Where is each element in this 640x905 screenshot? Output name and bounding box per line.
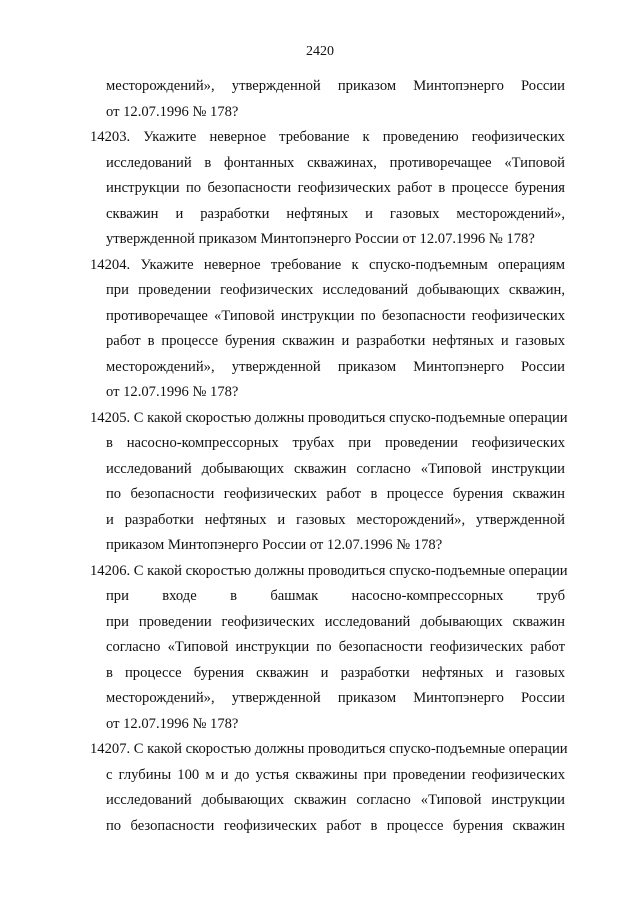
question-number: 14205. xyxy=(90,409,131,426)
question-number: 14207. xyxy=(90,741,131,757)
question-first-line xyxy=(90,559,568,585)
text-line: исследований в фонтанных скважинах, противоречащее «Типовой xyxy=(106,154,565,171)
text-line: месторождений», утвержденной приказом Минтопэнерго России xyxy=(106,358,565,375)
question-item xyxy=(90,559,568,738)
text-line: месторождений», утвержденной приказом Минтопэнерго России xyxy=(106,78,565,94)
question-first-line xyxy=(90,737,568,763)
document-body xyxy=(90,74,568,839)
question-item xyxy=(90,125,565,253)
question-item xyxy=(90,737,568,839)
question-first-line xyxy=(90,406,568,432)
text-line: и разработки нефтяных и газовых месторождений», утвержденной xyxy=(106,511,565,528)
text-line: приказом Минтопэнерго России от 12.07.1996 № 178? xyxy=(106,537,443,553)
text-line: скважин и разработки нефтяных и газовых месторождений», xyxy=(106,205,565,222)
text-line: инструкции по безопасности геофизических работ в процессе бурения xyxy=(106,180,565,196)
question-text: Укажите неверное требование к спуско-подъемным операциям xyxy=(140,256,565,273)
page-number: 2420 xyxy=(306,44,334,59)
text-line: при проведении геофизических исследований добывающих скважин, xyxy=(106,282,565,298)
text-line: в процессе бурения скважин и разработки нефтяных и газовых xyxy=(106,664,565,681)
text-line: с глубины 100 м и до устья скважины при проведении геофизических xyxy=(106,766,565,783)
text-line: исследований добывающих скважин согласно «Типовой инструкции xyxy=(106,792,565,808)
question-number: 14203. xyxy=(90,129,131,145)
text-line: исследований добывающих скважин согласно «Типовой инструкции xyxy=(106,460,565,477)
text-line: месторождений», утвержденной приказом Минтопэнерго России xyxy=(106,690,565,706)
text-line: в насосно-компрессорных трубах при проведении геофизических xyxy=(106,435,565,451)
question-item xyxy=(90,253,565,406)
question-number: 14206. xyxy=(90,562,131,579)
text-line: по безопасности геофизических работ в процессе бурения скважин xyxy=(106,486,565,502)
text-line: противоречащее «Типовой инструкции по безопасности геофизических xyxy=(106,307,565,324)
question-number: 14204. xyxy=(90,256,131,273)
text-line: от 12.07.1996 № 178? xyxy=(106,384,239,400)
text-line: от 12.07.1996 № 178? xyxy=(106,103,239,120)
text-line: от 12.07.1996 № 178? xyxy=(106,715,239,732)
text-line: при входе в башмак насосно-компрессорных труб xyxy=(106,588,565,604)
question-first-line xyxy=(90,125,565,151)
text-line: работ в процессе бурения скважин и разработки нефтяных и газовых xyxy=(106,333,565,349)
text-line: согласно «Типовой инструкции по безопасности геофизических работ xyxy=(106,639,565,655)
question-text: С какой скоростью должны проводиться спуско-подъемные операции xyxy=(133,562,568,579)
text-line: при проведении геофизических исследований добывающих скважин xyxy=(106,613,565,630)
question-text: С какой скоростью должны проводиться спуско-подъемные операции xyxy=(133,409,568,426)
question-text: С какой скоростью должны проводиться спуско-подъемные операции xyxy=(133,741,568,757)
question-text: Укажите неверное требование к проведению геофизических xyxy=(143,129,565,145)
question-item xyxy=(90,406,568,559)
text-line: утвержденной приказом Минтопэнерго России от 12.07.1996 № 178? xyxy=(106,231,535,247)
question-first-line xyxy=(90,253,565,279)
text-line: по безопасности геофизических работ в процессе бурения скважин xyxy=(106,817,565,834)
